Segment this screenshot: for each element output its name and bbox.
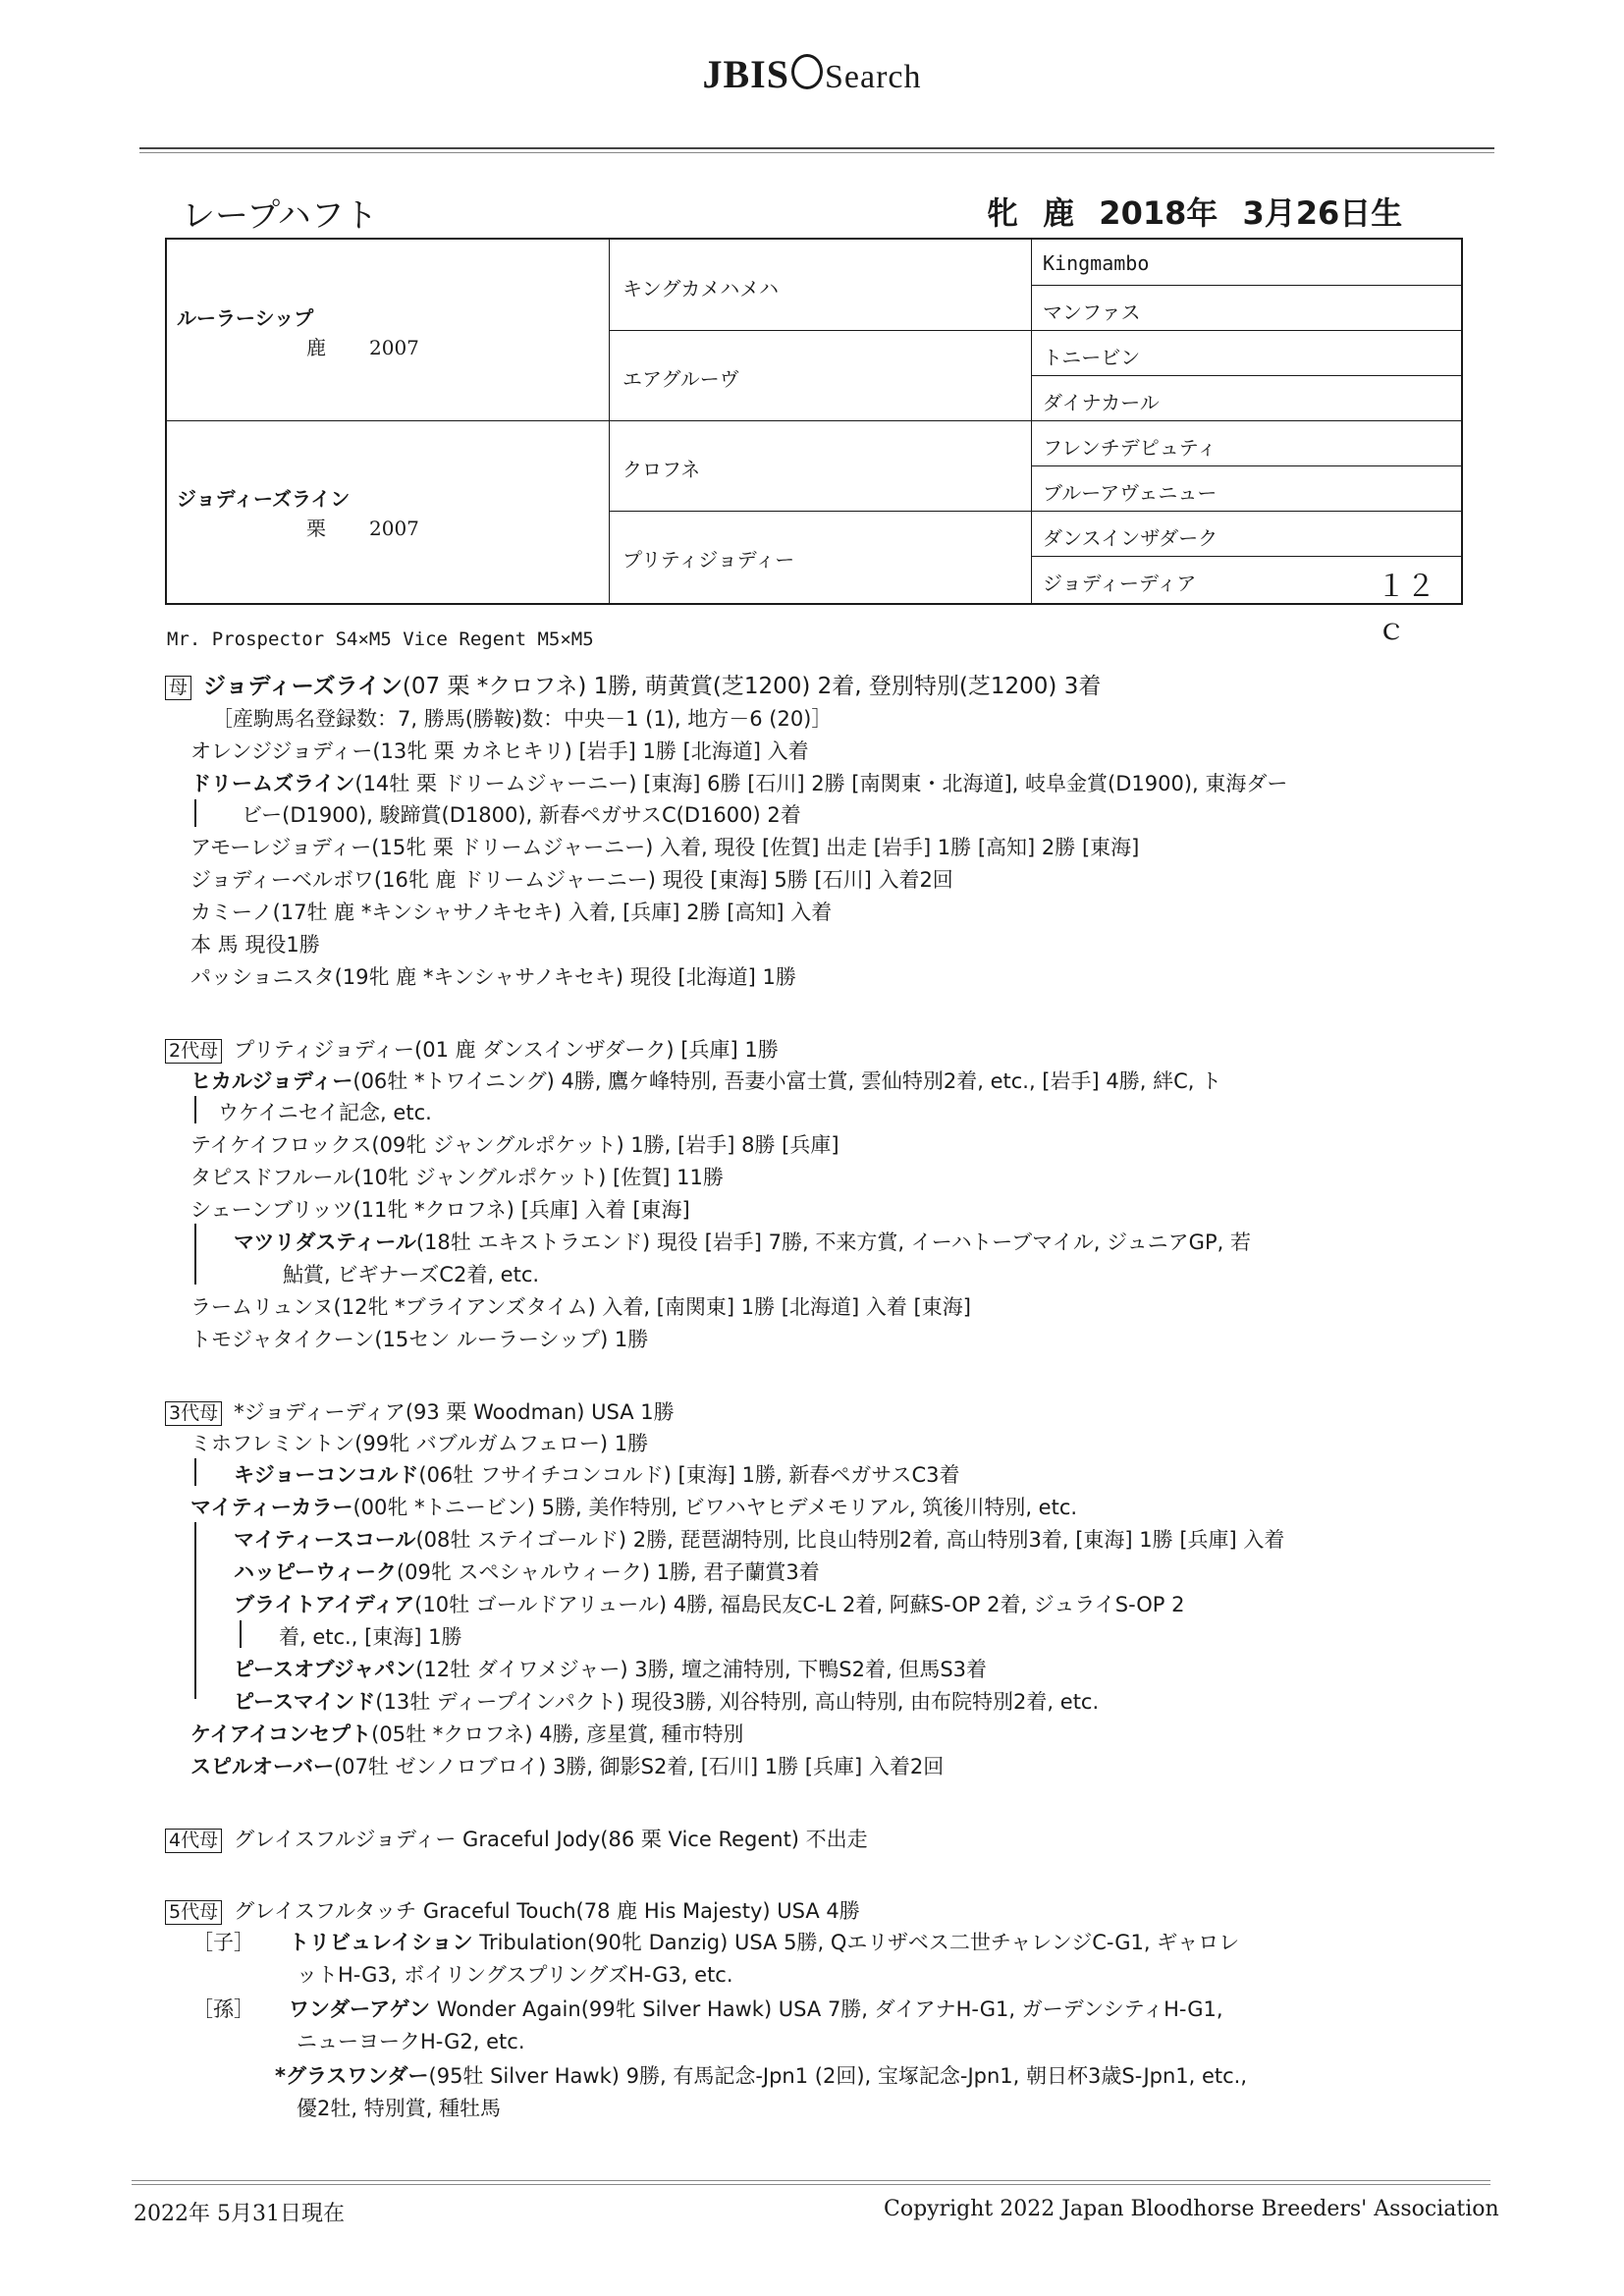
list-item-cont: ニューヨークH-G2, etc. (297, 2030, 525, 2053)
pedigree-gen3-5: フレンチデピュティ (1043, 436, 1218, 460)
list-item-cont: 着, etc., [東海] 1勝 (279, 1625, 462, 1649)
header-divider (139, 147, 1494, 149)
list-item: マツリダスティール(18牡 エキストラエンド) 現役 [岩手] 7勝, 不来方賞, イーハトーブマイル, ジュニアGP, 若 (234, 1230, 1251, 1254)
horse-logo-icon (791, 54, 823, 89)
family-number: １２ｃ (1377, 570, 1435, 647)
list-item: ピースオブジャパン(12牡 ダイワメジャー) 3勝, 壇之浦特別, 下鴨S2着, 但馬S3着 (234, 1658, 988, 1681)
list-item: ミホフレミントン(99牝 バブルガムフェロー) 1勝 (190, 1432, 649, 1455)
list-item: ヒカルジョディー(06牡 *トワイニング) 4勝, 鷹ケ峰特別, 吾妻小富士賞, 雲仙特別2着, etc., [岩手] 4勝, 絆C, ト (190, 1069, 1222, 1093)
horse-sex-color: 牝 鹿 (987, 194, 1075, 232)
list-item-cont: ビー(D1900), 駿蹄賞(D1800), 新春ペガサスC(D1600) 2着 (242, 803, 801, 827)
logo-jbis: JBIS (702, 52, 789, 96)
footer-divider (132, 2180, 1490, 2181)
dam-section-head: 母 ジョディーズライン(07 栗 *クロフネ) 1勝, 萌黄賞(芝1200) 2着, 登別特別(芝1200) 3着 (165, 676, 1101, 700)
footer-divider-2 (132, 2184, 1490, 2185)
as-of-date: 2022年 5月31日現在 (134, 2202, 345, 2226)
list-item: パッショニスタ(19牝 鹿 *キンシャサノキセキ) 現役 [北海道] 1勝 (190, 965, 796, 989)
sire-name: ルーラーシップ (177, 306, 314, 330)
section-tag-g4: 4代母 (165, 1829, 222, 1853)
g5-section-head: 5代母 グレイスフルタッチ Graceful Touch(78 鹿 His Majesty) USA 4勝 (165, 1900, 860, 1925)
pedigree-gen3-6: ブルーアヴェニュー (1043, 481, 1218, 505)
section-tag-g3: 3代母 (165, 1401, 222, 1426)
pedigree-gen2-1: キングカメハメハ (623, 277, 779, 301)
dam-progeny-stats: ［産駒馬名登録数：7, 勝馬(勝鞍)数：中央－1 (1), 地方－6 (20)］ (212, 707, 833, 731)
horse-sex-birth (987, 189, 1402, 234)
pedigree-gen2-2: エアグルーヴ (623, 367, 739, 391)
list-item: カミーノ(17牡 鹿 *キンシャサノキセキ) 入着, [兵庫] 2勝 [高知] 入着 (190, 901, 833, 924)
section-tag-dam: 母 (165, 676, 191, 700)
list-item: キジョーコンコルド(06牡 フサイチコンコルド) [東海] 1勝, 新春ペガサスC3着 (234, 1463, 960, 1487)
pedigree-gen2-4: プリティジョディー (623, 548, 795, 572)
list-item: ハッピーウィーク(09牝 スペシャルウィーク) 1勝, 君子蘭賞3着 (234, 1560, 820, 1584)
list-item: ラームリュンヌ(12牝 *ブライアンズタイム) 入着, [南関東] 1勝 [北海道] 入着 [東海] (190, 1295, 971, 1319)
pedigree-gen3-4: ダイナカール (1043, 391, 1160, 414)
inbreeding-note: Mr. Prospector S4×M5 Vice Regent M5×M5 (167, 629, 594, 650)
logo-search: Search (824, 59, 922, 95)
pedigree-gen2-3: クロフネ (623, 458, 701, 481)
list-item: ケイアイコンセプト(05牡 *クロフネ) 4勝, 彦星賞, 種市特別 (190, 1722, 744, 1746)
list-item: スピルオーバー(07牡 ゼンノロブロイ) 3勝, 御影S2着, [石川] 1勝 [兵庫] 入着2回 (190, 1755, 945, 1778)
g3-section-head: 3代母 *ジョディーディア(93 栗 Woodman) USA 1勝 (165, 1401, 675, 1426)
list-item: テイケイフロックス(09牝 ジャングルポケット) 1勝, [岩手] 8勝 [兵庫] (190, 1133, 839, 1157)
list-item: ジョディーベルボワ(16牝 鹿 ドリームジャーニー) 現役 [東海] 5勝 [石川] 入着2回 (190, 868, 953, 892)
list-item: シェーンブリッツ(11牝 *クロフネ) [兵庫] 入着 [東海] (190, 1198, 690, 1222)
section-tag-g2: 2代母 (165, 1039, 222, 1064)
pedigree-gen3-3: トニービン (1043, 346, 1141, 369)
jbis-search-logo (0, 51, 1624, 97)
list-item: *グラスワンダー(95牡 Silver Hawk) 9勝, 有馬記念-Jpn1 (2回), 宝塚記念-Jpn1, 朝日杯3歳S-Jpn1, etc., (275, 2064, 1248, 2088)
list-item: オレンジジョディー(13牝 栗 カネヒキリ) [岩手] 1勝 [北海道] 入着 (190, 739, 809, 763)
dam-name: ジョディーズライン (177, 487, 351, 511)
list-item: アモーレジョディー(15牝 栗 ドリームジャーニー) 入着, 現役 [佐賀] 出走 [岩手] 1勝 [高知] 2勝 [東海] (190, 836, 1140, 859)
list-item: トリビュレイション Tribulation(90牝 Danzig) USA 5勝, Qエリザベス二世チャレンジC-G1, ギャロレ (289, 1931, 1240, 1954)
sire-color-year: 鹿 2007 (306, 336, 419, 359)
header-divider-thin (139, 152, 1494, 153)
list-item: ピースマインド(13牡 ディープインパクト) 現役3勝, 刈谷特別, 高山特別, 由布院特別2着, etc. (234, 1690, 1100, 1714)
section-tag-g5: 5代母 (165, 1900, 222, 1925)
pedigree-gen3-2: マンファス (1043, 301, 1141, 324)
list-item: ブライトアイディア(10牡 ゴールドアリュール) 4勝, 福島民友C-L 2着, 阿蘇S-OP 2着, ジュライS-OP 2 (234, 1593, 1185, 1616)
dam-color-year: 栗 2007 (306, 517, 419, 540)
horse-name: レープハフト (182, 196, 378, 236)
horse-birth-date: 2018年 3月26日生 (1099, 194, 1403, 232)
list-item: 本 馬 現役1勝 (190, 933, 320, 957)
g4-section-head: 4代母 グレイスフルジョディー Graceful Jody(86 栗 Vice Regent) 不出走 (165, 1829, 868, 1853)
g2-section-head: 2代母 プリティジョディー(01 鹿 ダンスインザダーク) [兵庫] 1勝 (165, 1039, 779, 1064)
copyright-notice: Copyright 2022 Japan Bloodhorse Breeders' Association (884, 2197, 1499, 2221)
child-label: ［子］ (192, 1931, 254, 1954)
list-item-cont: 優2牡, 特別賞, 種牡馬 (297, 2097, 502, 2120)
list-item: ワンダーアゲン Wonder Again(99牝 Silver Hawk) USA 7勝, ダイアナH-G1, ガーデンシティH-G1, (289, 1997, 1223, 2021)
list-item: タピスドフルール(10牝 ジャングルポケット) [佐賀] 11勝 (190, 1166, 724, 1189)
list-item: トモジャタイクーン(15セン ルーラーシップ) 1勝 (190, 1328, 649, 1351)
pedigree-gen3-8: ジョディーディア (1043, 572, 1197, 595)
list-item-cont: ウケイニセイ記念, etc. (218, 1101, 432, 1124)
list-item: マイティースコール(08牡 ステイゴールド) 2勝, 琵琶湖特別, 比良山特別2着, 高山特別3着, [東海] 1勝 [兵庫] 入着 (234, 1528, 1285, 1552)
list-item-cont: ットH-G3, ボイリングスプリングズH-G3, etc. (297, 1963, 733, 1987)
pedigree-gen3-7: ダンスインザダーク (1043, 526, 1218, 550)
pedigree-gen3-1: Kingmambo (1043, 251, 1150, 275)
list-item-cont: 鮎賞, ビギナーズC2着, etc. (283, 1263, 540, 1286)
list-item: ドリームズライン(14牡 栗 ドリームジャーニー) [東海] 6勝 [石川] 2勝 [南関東・北海道], 岐阜金賞(D1900), 東海ダー (190, 772, 1288, 795)
grandchild-label: ［孫］ (192, 1997, 254, 2021)
list-item: マイティーカラー(00牝 *トニービン) 5勝, 美作特別, ビワハヤヒデメモリアル, 筑後川特別, etc. (190, 1496, 1078, 1519)
